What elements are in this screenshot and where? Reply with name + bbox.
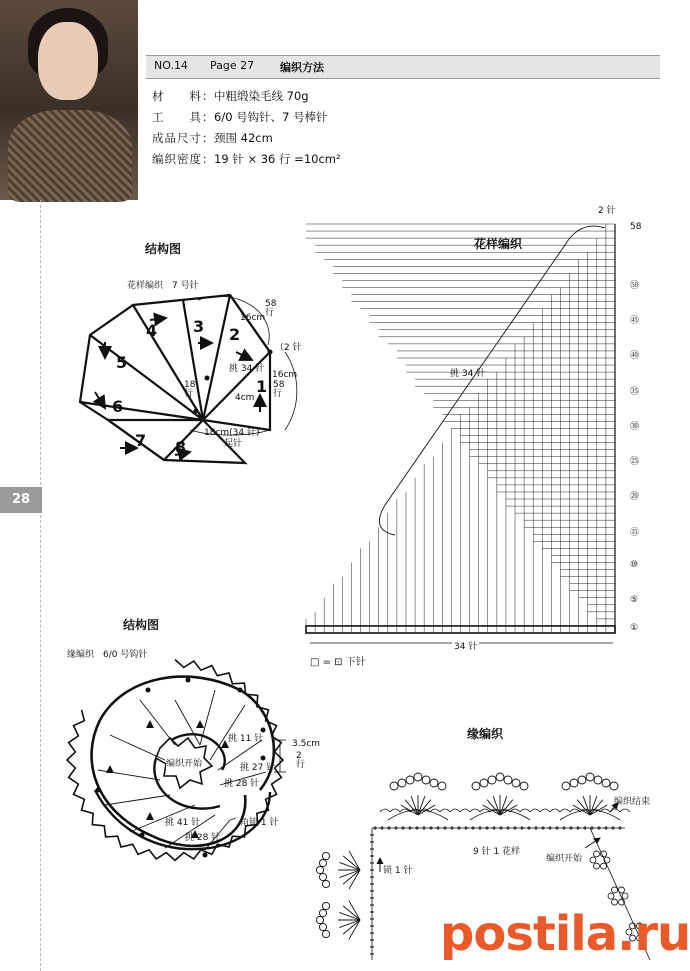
edging-title: 缘编织 — [467, 727, 504, 741]
row-marker: ⑩ — [630, 560, 639, 570]
edging-start-label: 编织开始 — [546, 854, 583, 864]
segment-5-label: 5 — [116, 353, 128, 372]
row-marker: ⑮ — [630, 527, 640, 538]
corner-chain-label: 角锁 1 针 — [240, 818, 279, 828]
start-label-2: 编织开始 — [166, 756, 202, 769]
pattern-title: 花样编织 — [474, 237, 523, 251]
row-marker: ⑤ — [630, 595, 639, 606]
segment-1-label: 1 — [256, 377, 268, 396]
pick-11-label: 挑 11 针 — [228, 734, 264, 744]
segment-6-label: 6 — [112, 397, 124, 416]
spec-gauge: 编织密度：19 针 × 36 行 =10cm² — [152, 152, 341, 166]
edge-label: 缘编织 6/0 号钩针 — [67, 650, 148, 660]
top-stitches-label: 2 针 — [598, 206, 616, 216]
chain-1-label: 锁 1 针 — [383, 866, 413, 876]
rows-58-top: 58 行 — [265, 299, 277, 318]
spec-size: 成品尺寸：颈围 42cm — [152, 131, 273, 145]
pick-28a-label: 挑 28 针 — [224, 779, 260, 789]
edging-end-label: 编织结束 — [614, 797, 651, 807]
row-marker: ㊿ — [630, 280, 640, 291]
pick-34-label-1: 挑 34 针 — [229, 364, 265, 374]
segment-2-label: 2 — [229, 325, 241, 344]
two-stitches-label: （2 针 — [275, 343, 302, 353]
segment-4-label: 4 — [146, 321, 158, 340]
spec-tools: 工 具：6/0 号钩针、7 号棒针 — [152, 110, 328, 124]
bottom-dim-label: 18cm(34 针) — [204, 428, 260, 438]
structure-title-2: 结构图 — [123, 618, 160, 632]
row-marker: ① — [630, 623, 639, 634]
segment-7-label: 7 — [135, 431, 147, 450]
pattern-label-1: 花样编织 7 号针 — [127, 281, 199, 291]
row-marker: ㊺ — [630, 316, 640, 327]
pattern-number: NO.14 — [154, 59, 188, 72]
pick-27-label: 挑 27 针 — [240, 763, 276, 773]
watermark: postila.ru — [440, 906, 690, 962]
page-ref: Page 27 — [210, 59, 255, 72]
row-marker: ㉕ — [630, 457, 640, 468]
row-marker: ㉟ — [630, 386, 640, 397]
page-number-tab: 28 — [0, 487, 42, 513]
dim-16cm-top: 16cm — [240, 313, 266, 323]
cast-on-label: 起针 — [224, 439, 243, 449]
rows-18-left: 18 行 — [184, 380, 196, 399]
row-marker: ⑳ — [630, 492, 640, 503]
rows-58-right: 58 行 — [273, 380, 285, 399]
row-marker: ㊵ — [630, 351, 640, 362]
row-marker: ㉚ — [630, 421, 640, 432]
rows-2-label: 2 行 — [296, 751, 306, 770]
method-title: 编织方法 — [280, 61, 324, 74]
pick-34-label-2: 挑 34 针 — [450, 369, 486, 379]
bottom-stitches-label: 34 针 — [452, 639, 479, 652]
segment-8-label: 8 — [175, 438, 187, 457]
pick-41-label: 挑 41 针 — [165, 818, 201, 828]
pick-28b-label: 挑 28 针 — [185, 833, 221, 843]
repeat-label: 9 针 1 花样 — [471, 844, 522, 857]
pattern-chart — [306, 224, 615, 633]
dim-4cm: 4cm — [235, 393, 255, 403]
dim-16cm-right: 16cm — [272, 370, 298, 380]
legend-label: □ = ⊡ 下针 — [310, 657, 366, 668]
structure-title-1: 结构图 — [145, 242, 182, 256]
row-marker: 58 — [630, 221, 642, 232]
segment-3-label: 3 — [193, 317, 205, 336]
dim-3-5cm: 3.5cm — [292, 739, 321, 749]
spec-material: 材 料：中粗缎染毛线 70g — [152, 89, 309, 103]
